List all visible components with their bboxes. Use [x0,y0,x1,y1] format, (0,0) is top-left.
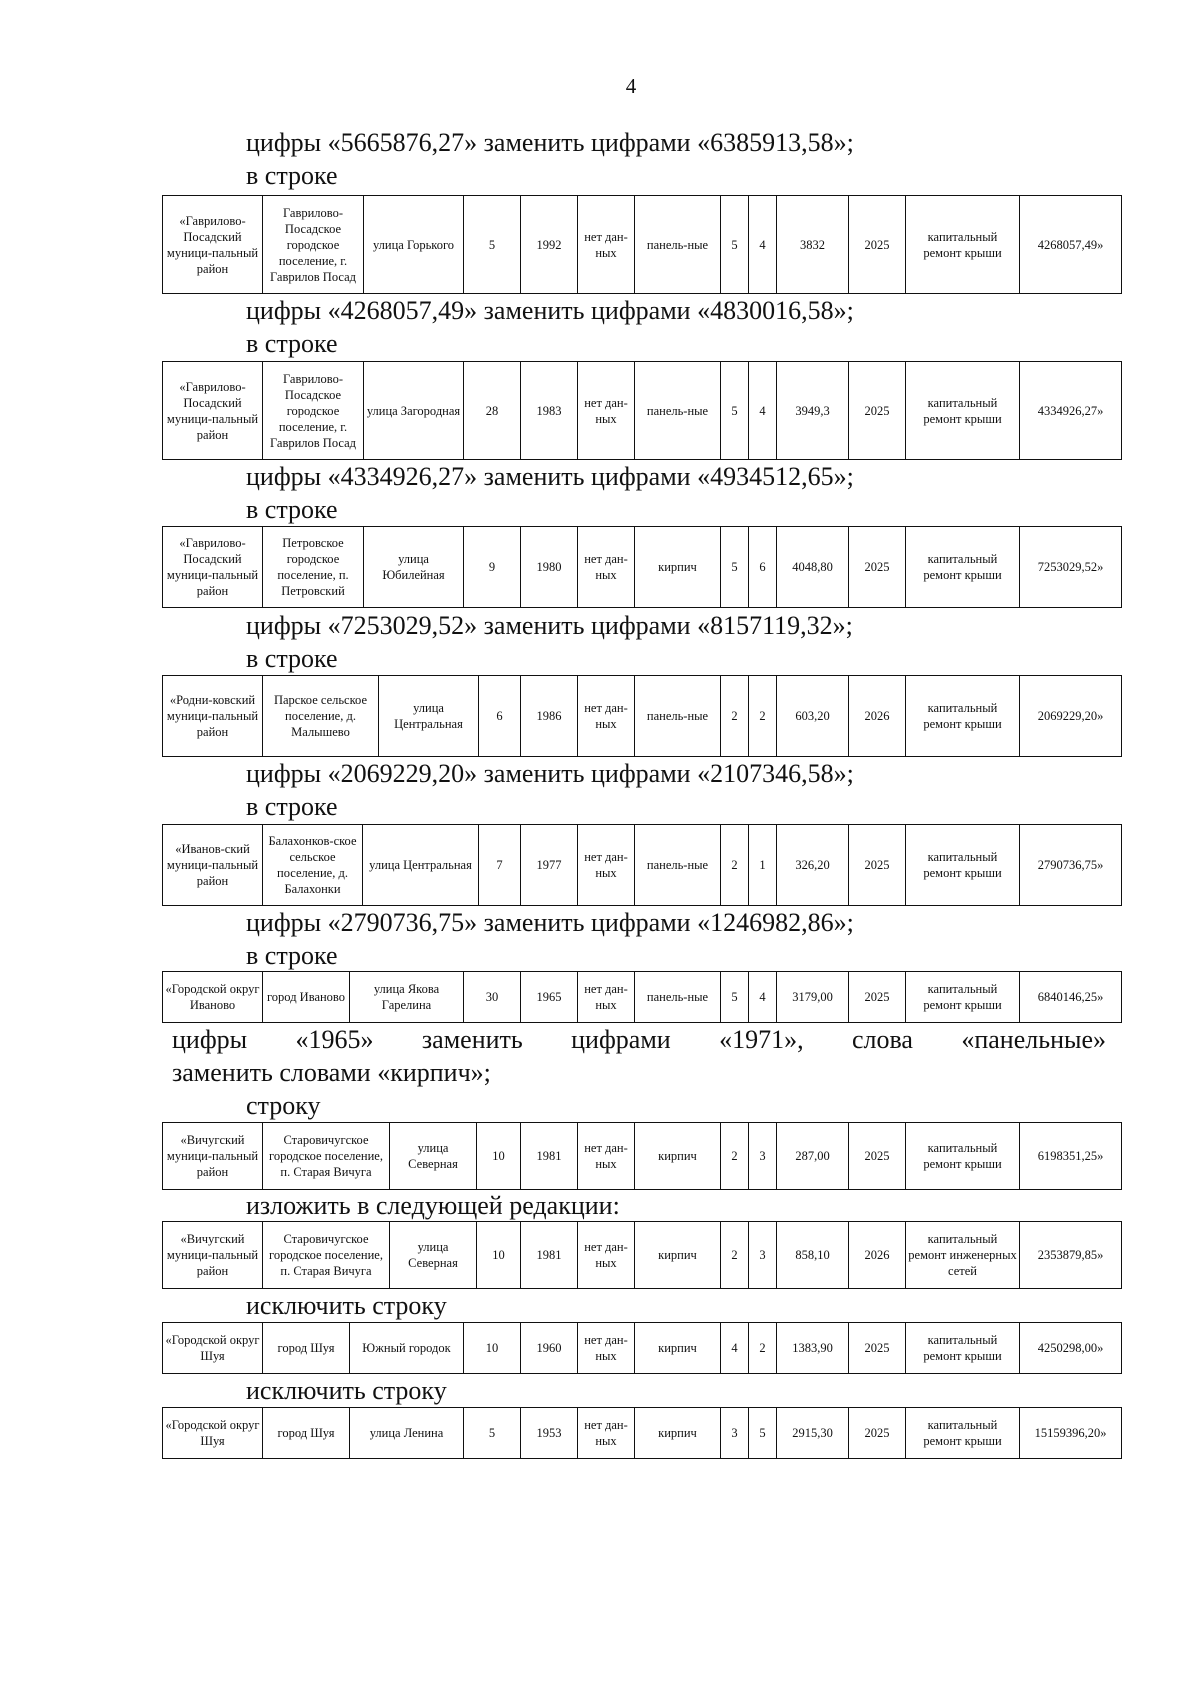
cell-floors: 3 [721,1408,749,1459]
amend-text-15: строку [246,1091,321,1120]
cell-floors: 2 [721,1123,749,1190]
cell-no-data: нет дан-ных [578,676,635,757]
cell-entrances: 3 [749,1222,777,1289]
cell-material: панель-ные [635,972,721,1023]
cell-no-data: нет дан-ных [578,825,635,906]
cell-work-type: капитальный ремонт крыши [906,825,1020,906]
cell-work-type: капитальный ремонт крыши [906,1323,1020,1374]
table-row [162,1407,1122,1459]
cell-plan-year: 2025 [849,527,906,608]
cell-material: панель-ные [635,196,721,294]
cell-house: 10 [477,1222,521,1289]
table-row [162,1322,1122,1374]
cell-floors: 5 [721,196,749,294]
cell-area: 603,20 [777,676,849,757]
cell-settlement: Старовичугское городское поселение, п. Старая Вичуга [263,1222,390,1289]
cell-material: кирпич [635,1408,721,1459]
cell-street: улица Центральная [379,676,479,757]
amend-text-2: в строке [246,161,338,190]
cell-street: Южный городок [350,1323,464,1374]
amend-text-6: в строке [246,495,338,524]
cell-entrances: 1 [749,825,777,906]
amend-text-14: заменить словами «кирпич»; [172,1058,491,1087]
cell-year: 1983 [521,362,578,460]
cell-area: 3179,00 [777,972,849,1023]
cell-year: 1960 [521,1323,578,1374]
cell-work-type: капитальный ремонт крыши [906,1123,1020,1190]
cell-floors: 2 [721,1222,749,1289]
cell-cost: 6198351,25» [1020,1123,1122,1190]
cell-work-type: капитальный ремонт крыши [906,676,1020,757]
amend-text-13: цифры «1965» заменить цифрами «1971», слова «панельные» [172,1025,1106,1054]
amend-text-8: в строке [246,644,338,673]
cell-area: 4048,80 [777,527,849,608]
table-row [162,361,1122,460]
cell-material: панель-ные [635,825,721,906]
cell-municipality: «Вичугский муници-пальный район [163,1123,263,1190]
cell-area: 2915,30 [777,1408,849,1459]
cell-year: 1953 [521,1408,578,1459]
cell-work-type: капитальный ремонт крыши [906,362,1020,460]
cell-settlement: Балахонков-ское сельское поселение, д. Балахонки [263,825,363,906]
cell-settlement: город Шуя [263,1323,350,1374]
cell-plan-year: 2026 [849,1222,906,1289]
amend-text-11: цифры «2790736,75» заменить цифрами «1246982,86»; [246,908,854,937]
cell-plan-year: 2025 [849,1323,906,1374]
amend-text-1: цифры «5665876,27» заменить цифрами «6385913,58»; [246,128,854,157]
cell-area: 326,20 [777,825,849,906]
cell-settlement: Гаврилово-Посадское городское поселение, г. Гаврилов Посад [263,196,364,294]
cell-floors: 2 [721,825,749,906]
cell-no-data: нет дан-ных [578,1408,635,1459]
cell-house: 30 [464,972,521,1023]
cell-settlement: город Шуя [263,1408,350,1459]
amend-text-10: в строке [246,792,338,821]
cell-area: 1383,90 [777,1323,849,1374]
cell-plan-year: 2025 [849,196,906,294]
cell-street: улица Северная [390,1123,477,1190]
cell-cost: 4250298,00» [1020,1323,1122,1374]
amend-text-4: в строке [246,329,338,358]
table-row [162,1221,1122,1289]
cell-year: 1981 [521,1123,578,1190]
cell-house: 7 [479,825,521,906]
cell-cost: 15159396,20» [1020,1408,1122,1459]
cell-settlement: Петровское городское поселение, п. Петровский [263,527,364,608]
table-row [162,824,1122,906]
cell-year: 1977 [521,825,578,906]
cell-floors: 2 [721,676,749,757]
cell-municipality: «Гаврилово-Посадский муници-пальный район [163,362,263,460]
amend-text-9: цифры «2069229,20» заменить цифрами «2107346,58»; [246,759,854,788]
cell-material: кирпич [635,527,721,608]
table-row [162,526,1122,608]
cell-entrances: 4 [749,196,777,294]
cell-entrances: 2 [749,676,777,757]
cell-floors: 5 [721,362,749,460]
cell-cost: 2069229,20» [1020,676,1122,757]
cell-work-type: капитальный ремонт крыши [906,527,1020,608]
cell-plan-year: 2025 [849,362,906,460]
table-row [162,195,1122,294]
cell-area: 3949,3 [777,362,849,460]
cell-entrances: 4 [749,972,777,1023]
cell-street: улица Ленина [350,1408,464,1459]
cell-year: 1965 [521,972,578,1023]
cell-no-data: нет дан-ных [578,527,635,608]
cell-street: улица Центральная [363,825,479,906]
cell-street: улица Северная [390,1222,477,1289]
cell-work-type: капитальный ремонт крыши [906,196,1020,294]
cell-municipality: «Гаврилово-Посадский муници-пальный район [163,527,263,608]
cell-cost: 2353879,85» [1020,1222,1122,1289]
cell-municipality: «Иванов-ский муници-пальный район [163,825,263,906]
cell-area: 3832 [777,196,849,294]
cell-no-data: нет дан-ных [578,196,635,294]
cell-house: 10 [464,1323,521,1374]
cell-house: 6 [479,676,521,757]
cell-work-type: капитальный ремонт крыши [906,972,1020,1023]
cell-settlement: Парское сельское поселение, д. Малышево [263,676,379,757]
table-row [162,675,1122,757]
amend-text-17: исключить строку [246,1291,447,1320]
cell-settlement: Гаврилово-Посадское городское поселение, г. Гаврилов Посад [263,362,364,460]
cell-year: 1981 [521,1222,578,1289]
cell-plan-year: 2026 [849,676,906,757]
cell-area: 858,10 [777,1222,849,1289]
cell-municipality: «Городской округ Шуя [163,1408,263,1459]
amend-text-7: цифры «7253029,52» заменить цифрами «8157119,32»; [246,611,853,640]
cell-plan-year: 2025 [849,1123,906,1190]
cell-material: панель-ные [635,676,721,757]
cell-municipality: «Городской округ Шуя [163,1323,263,1374]
cell-entrances: 3 [749,1123,777,1190]
page-number: 4 [625,74,637,98]
cell-year: 1986 [521,676,578,757]
cell-no-data: нет дан-ных [578,362,635,460]
cell-cost: 7253029,52» [1020,527,1122,608]
cell-material: кирпич [635,1123,721,1190]
cell-municipality: «Родни-ковский муници-пальный район [163,676,263,757]
cell-municipality: «Гаврилово-Посадский муници-пальный район [163,196,263,294]
cell-cost: 6840146,25» [1020,972,1122,1023]
cell-year: 1980 [521,527,578,608]
cell-street: улица Горького [364,196,464,294]
cell-cost: 4268057,49» [1020,196,1122,294]
cell-no-data: нет дан-ных [578,1123,635,1190]
cell-street: улица Юбилейная [364,527,464,608]
cell-entrances: 6 [749,527,777,608]
cell-house: 5 [464,196,521,294]
cell-area: 287,00 [777,1123,849,1190]
cell-floors: 4 [721,1323,749,1374]
cell-work-type: капитальный ремонт крыши [906,1408,1020,1459]
cell-material: кирпич [635,1323,721,1374]
amend-text-16: изложить в следующей редакции: [246,1191,620,1220]
cell-house: 9 [464,527,521,608]
cell-plan-year: 2025 [849,1408,906,1459]
cell-house: 28 [464,362,521,460]
cell-cost: 4334926,27» [1020,362,1122,460]
cell-floors: 5 [721,527,749,608]
cell-entrances: 2 [749,1323,777,1374]
amend-text-18: исключить строку [246,1376,447,1405]
cell-street: улица Загородная [364,362,464,460]
cell-floors: 5 [721,972,749,1023]
amend-text-3: цифры «4268057,49» заменить цифрами «4830016,58»; [246,296,854,325]
cell-municipality: «Городской округ Иваново [163,972,263,1023]
cell-entrances: 4 [749,362,777,460]
cell-material: панель-ные [635,362,721,460]
cell-plan-year: 2025 [849,825,906,906]
table-row [162,1122,1122,1190]
cell-entrances: 5 [749,1408,777,1459]
cell-cost: 2790736,75» [1020,825,1122,906]
amend-text-12: в строке [246,941,338,970]
cell-material: кирпич [635,1222,721,1289]
cell-no-data: нет дан-ных [578,1323,635,1374]
cell-house: 5 [464,1408,521,1459]
amend-text-5: цифры «4334926,27» заменить цифрами «4934512,65»; [246,462,854,491]
cell-year: 1992 [521,196,578,294]
cell-street: улица Якова Гарелина [350,972,464,1023]
cell-municipality: «Вичугский муници-пальный район [163,1222,263,1289]
cell-no-data: нет дан-ных [578,1222,635,1289]
cell-no-data: нет дан-ных [578,972,635,1023]
table-row [162,971,1122,1023]
cell-work-type: капитальный ремонт инженерных сетей [906,1222,1020,1289]
cell-plan-year: 2025 [849,972,906,1023]
cell-settlement: город Иваново [263,972,350,1023]
cell-house: 10 [477,1123,521,1190]
cell-settlement: Старовичугское городское поселение, п. Старая Вичуга [263,1123,390,1190]
